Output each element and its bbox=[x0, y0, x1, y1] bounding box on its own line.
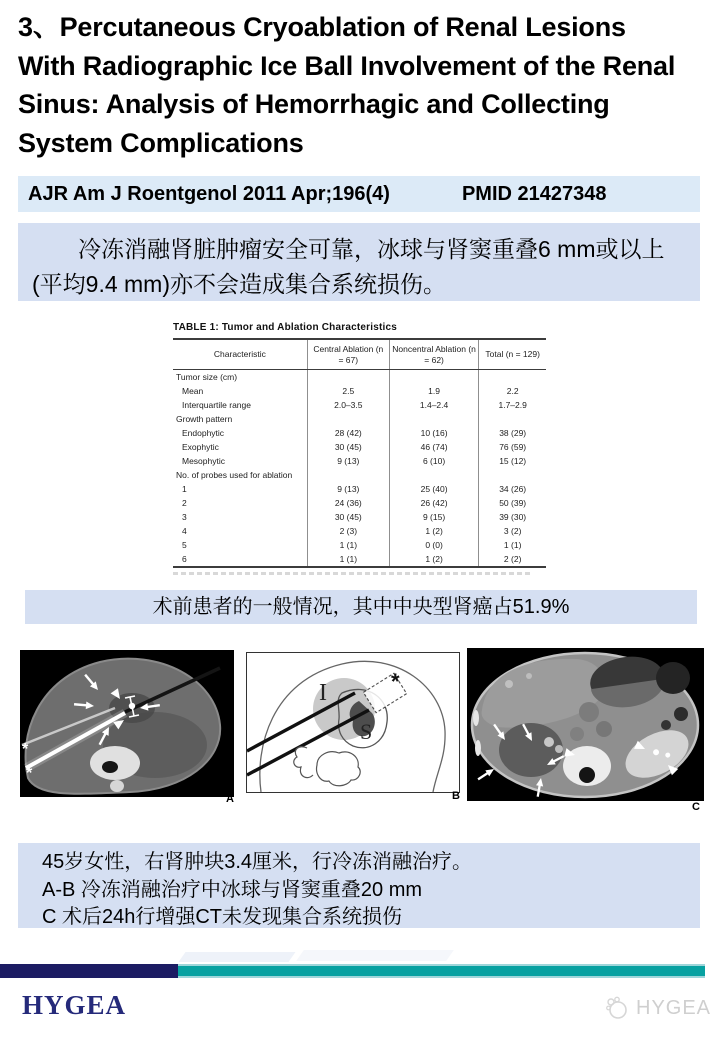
table-cell: 1 (1) bbox=[479, 538, 546, 552]
table-row bbox=[173, 426, 546, 440]
asterisk-marker: * bbox=[391, 669, 400, 694]
table-row-label: Interquartile range bbox=[182, 400, 251, 411]
table-cell bbox=[479, 370, 546, 385]
table-cell bbox=[307, 412, 389, 426]
table-cell: 2.2 bbox=[479, 384, 546, 398]
table-row bbox=[173, 552, 546, 567]
table-header-cell: Total (n = 129) bbox=[479, 339, 546, 370]
table-row bbox=[173, 482, 546, 496]
table-cell: 1.9 bbox=[389, 384, 479, 398]
table-body bbox=[173, 370, 546, 568]
table-cell: 1.7–2.9 bbox=[479, 398, 546, 412]
watermark bbox=[604, 995, 711, 1021]
postop-ct-image bbox=[467, 648, 704, 801]
table-footnote-illegible bbox=[173, 572, 531, 575]
liver-vessel bbox=[526, 673, 532, 679]
table-cell: 24 (36) bbox=[307, 496, 389, 510]
table-row bbox=[173, 524, 546, 538]
table-row-label: 4 bbox=[182, 526, 187, 537]
ice-ball-label: I bbox=[319, 680, 327, 706]
table-cell: 28 (42) bbox=[307, 426, 389, 440]
figure-label-c: C bbox=[692, 801, 700, 813]
table-row bbox=[173, 468, 546, 482]
table-cell bbox=[479, 412, 546, 426]
table-cell: 1.4–2.4 bbox=[389, 398, 479, 412]
table-cell: 10 (16) bbox=[389, 426, 479, 440]
bowel-gas bbox=[656, 662, 690, 694]
table-row bbox=[173, 370, 546, 385]
spinal-canal bbox=[579, 767, 595, 783]
bowel-gas bbox=[674, 707, 688, 721]
table-row-label: 1 bbox=[182, 484, 187, 495]
watermark-text: HYGEA bbox=[636, 996, 712, 1019]
figure-label-b: B bbox=[452, 790, 460, 802]
footer-bar-navy bbox=[0, 964, 178, 978]
table-row bbox=[173, 398, 546, 412]
table-row-label: Exophytic bbox=[182, 442, 219, 453]
citation-pmid: PMID 21427348 bbox=[461, 182, 607, 205]
table-cell: 1 (2) bbox=[389, 524, 479, 538]
table-cell: 2 (3) bbox=[307, 524, 389, 538]
table-title: TABLE 1: Tumor and Ablation Characteristics bbox=[173, 322, 398, 333]
footer-decoration bbox=[178, 952, 295, 962]
brand-wordmark: HYGEA bbox=[22, 990, 127, 1020]
collecting-system bbox=[544, 737, 554, 747]
table-cell: 39 (30) bbox=[479, 510, 546, 524]
sinus-label: S bbox=[360, 719, 373, 744]
table-row-label: Mean bbox=[182, 386, 204, 397]
table-cell: 26 (42) bbox=[389, 496, 479, 510]
table-header-cell: Characteristic bbox=[173, 339, 307, 370]
table-row-label: 3 bbox=[182, 512, 187, 523]
table-cell: 30 (45) bbox=[307, 510, 389, 524]
table-cell: 30 (45) bbox=[307, 440, 389, 454]
table-cell: 76 (59) bbox=[479, 440, 546, 454]
figure-c-ct-image bbox=[467, 648, 704, 801]
figure-label-a: A bbox=[226, 793, 234, 805]
spinous-process bbox=[110, 780, 124, 792]
spinal-canal bbox=[102, 761, 118, 773]
table-cell: 1 (1) bbox=[307, 538, 389, 552]
table-cell: 9 (15) bbox=[389, 510, 479, 524]
iceball-sinus-diagram bbox=[247, 653, 459, 792]
table-cell: 2.0–3.5 bbox=[307, 398, 389, 412]
table-cell bbox=[479, 468, 546, 482]
bowel-gas bbox=[661, 720, 671, 730]
page-title: 3、Percutaneous Cryoablation of Renal Lesions With Radiographic Ice Ball Involvement of the Renal Sinus: Analysis of Hemorrhagic and Collecting System Complications bbox=[18, 12, 676, 158]
case-note-line: 45岁女性，右肾肿块3.4厘米，行冷冻消融治疗。 bbox=[42, 851, 473, 873]
case-note-line: A-B 冷冻消融治疗中冰球与肾窦重叠20 mm bbox=[42, 878, 423, 901]
asterisk-marker: * bbox=[26, 765, 33, 782]
liver-vessel bbox=[505, 680, 513, 688]
table-row-label: Growth pattern bbox=[176, 414, 233, 425]
summary-panel bbox=[18, 223, 700, 301]
summary-text: 冷冻消融肾脏肿瘤安全可靠，冰球与肾窦重叠6 mm或以上(平均9.4 mm)亦不会造成集合系统损伤。 bbox=[32, 236, 665, 297]
footer-bar-teal bbox=[178, 964, 705, 978]
table-row bbox=[173, 412, 546, 426]
table-cell: 6 (10) bbox=[389, 454, 479, 468]
table-cell: 9 (13) bbox=[307, 454, 389, 468]
table-cell: 1 (2) bbox=[389, 552, 479, 567]
bowel-loop bbox=[570, 727, 584, 741]
table-cell bbox=[307, 468, 389, 482]
table-cell: 9 (13) bbox=[307, 482, 389, 496]
table-cell: 34 (26) bbox=[479, 482, 546, 496]
citation-journal: AJR Am J Roentgenol 2011 Apr;196(4) bbox=[28, 182, 390, 205]
table-caption-bar: 术前患者的一般情况，其中中央型肾癌占51.9% bbox=[25, 590, 697, 624]
table-row-label: No. of probes used for ablation bbox=[176, 470, 293, 481]
collecting-system bbox=[555, 745, 563, 753]
ablation-zone-right-kidney bbox=[499, 723, 563, 777]
citation-bar bbox=[18, 176, 700, 212]
table-cell: 46 (74) bbox=[389, 440, 479, 454]
table-cell: 2.5 bbox=[307, 384, 389, 398]
watermark-logo-icon bbox=[604, 995, 630, 1021]
table-cell: 2 (2) bbox=[479, 552, 546, 567]
case-notes-panel bbox=[18, 843, 700, 928]
table-figure bbox=[173, 322, 546, 575]
table-cell bbox=[307, 370, 389, 385]
figure-a-ct-image bbox=[20, 650, 234, 797]
table-row bbox=[173, 510, 546, 524]
table-row bbox=[173, 440, 546, 454]
table-cell: 38 (29) bbox=[479, 426, 546, 440]
table-row bbox=[173, 384, 546, 398]
table-row bbox=[173, 538, 546, 552]
bowel-loop bbox=[596, 721, 612, 737]
table-row-label: 5 bbox=[182, 540, 187, 551]
table-row-label: Mesophytic bbox=[182, 456, 225, 467]
table-cell: 15 (12) bbox=[479, 454, 546, 468]
table-cell: 3 (2) bbox=[479, 524, 546, 538]
characteristics-table bbox=[173, 338, 546, 568]
table-cell: 0 (0) bbox=[389, 538, 479, 552]
table-cell: 25 (40) bbox=[389, 482, 479, 496]
table-cell bbox=[389, 370, 479, 385]
case-note-line: C 术后24h行增强CT未发现集合系统损伤 bbox=[42, 906, 403, 928]
table-row bbox=[173, 496, 546, 510]
table-row-label: Tumor size (cm) bbox=[176, 372, 238, 383]
table-row-label: 6 bbox=[173, 552, 307, 567]
bowel-loop bbox=[579, 702, 599, 722]
asterisk-marker: * bbox=[22, 741, 29, 758]
table-row bbox=[173, 454, 546, 468]
figure-b-diagram bbox=[246, 652, 460, 793]
table-cell bbox=[389, 468, 479, 482]
table-cell: 1 (1) bbox=[307, 552, 389, 567]
table-cell: 50 (39) bbox=[479, 496, 546, 510]
ct-cryoablation-image bbox=[20, 650, 234, 797]
table-row-label: 2 bbox=[182, 498, 187, 509]
table-cell bbox=[389, 412, 479, 426]
footer-decoration bbox=[296, 950, 454, 961]
table-header-row bbox=[173, 339, 546, 370]
table-header-cell: Central Ablation (n = 67) bbox=[307, 339, 389, 370]
table-row-label: Endophytic bbox=[182, 428, 225, 439]
table-header-cell: Noncentral Ablation (n = 62) bbox=[389, 339, 479, 370]
